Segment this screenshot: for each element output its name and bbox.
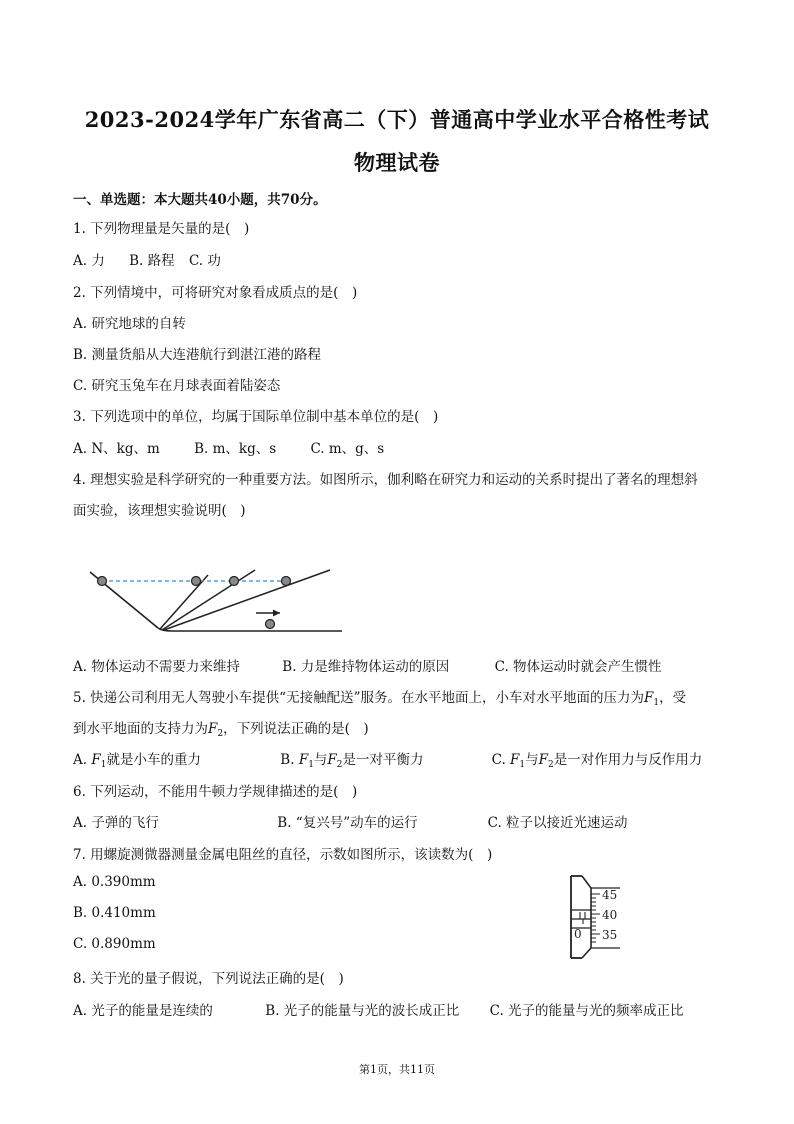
q3-stem: 3. 下列选项中的单位，均属于国际单位制中基本单位的是( ) — [73, 409, 439, 425]
force-subscript: 2 — [548, 760, 554, 770]
force-subscript: 1 — [308, 760, 314, 770]
option-text: 是一对平衡力 — [342, 752, 424, 768]
incline-2 — [162, 570, 255, 630]
thimble-label-35: 35 — [602, 928, 618, 942]
q2-option-c: C. 研究玉兔车在月球表面着陆姿态 — [73, 378, 281, 394]
q1-stem: 1. 下列物理量是矢量的是( ) — [73, 221, 250, 237]
q5-stem-text: 5. 快递公司利用无人驾驶小车提供“无接触配送”服务。在水平地面上，小车对水平地面的压力为 — [73, 690, 644, 706]
q8-option-a: A. 光子的能量是连续的 — [73, 1003, 213, 1019]
q3-option-b: B. m、kg、s — [194, 441, 277, 457]
thimble-label-40: 40 — [602, 908, 618, 922]
q1-option-b: B. 路程 — [129, 253, 175, 269]
q3-options — [73, 437, 384, 457]
q5-stem-line1 — [73, 686, 686, 708]
q5-option-c — [492, 748, 703, 770]
option-text: 就是小车的重力 — [106, 752, 201, 768]
q6-option-a: A. 子弹的飞行 — [73, 815, 159, 831]
q8-options — [73, 999, 684, 1019]
incline-3 — [164, 570, 330, 630]
force-symbol: F — [298, 752, 309, 768]
ball-incline-1 — [192, 577, 201, 586]
force-subscript: 1 — [653, 698, 660, 708]
q3-option-c: C. m、g、s — [310, 441, 385, 457]
option-text: 是一对作用力与反作用力 — [553, 752, 703, 768]
section-heading: 一、单选题：本大题共40小题，共70分。 — [73, 192, 327, 208]
q1-option-a: A. 力 — [73, 253, 105, 269]
force-subscript: 1 — [100, 760, 107, 770]
q6-options — [73, 811, 628, 831]
option-label: A. — [73, 752, 92, 768]
option-label: C. — [491, 752, 511, 768]
force-symbol: F — [327, 752, 337, 768]
force-symbol: F — [538, 752, 549, 768]
q5-stem-line2 — [73, 717, 369, 739]
force-subscript: 2 — [336, 760, 343, 770]
q8-option-b: B. 光子的能量与光的波长成正比 — [265, 1003, 460, 1019]
q5-options — [73, 748, 702, 770]
thimble-ticks — [591, 894, 600, 942]
micrometer-figure — [560, 872, 640, 964]
thimble-label-45: 45 — [602, 888, 618, 902]
q2-stem: 2. 下列情境中，可将研究对象看成质点的是( ) — [73, 285, 358, 301]
incline-1 — [160, 575, 208, 629]
q4-option-b: B. 力是维持物体运动的原因 — [282, 659, 450, 675]
paper-title: 2023-2024学年广东省高二（下）普通高中学业水平合格性考试 — [84, 107, 710, 132]
ball-start — [98, 577, 107, 586]
q7-option-c: C. 0.890mm — [73, 936, 156, 952]
ball-ground — [266, 620, 275, 629]
force-symbol: F — [510, 752, 520, 768]
q6-stem: 6. 下列运动，不能用牛顿力学规律描述的是( ) — [73, 784, 358, 800]
force-subscript: 2 — [217, 729, 224, 739]
q5-stem-text: ，下列说法正确的是( ) — [223, 721, 369, 737]
option-text: 与 — [525, 752, 539, 768]
force-symbol: F — [643, 690, 654, 706]
force-symbol: F — [91, 752, 101, 768]
ball-incline-2 — [230, 577, 239, 586]
q8-stem: 8. 关于光的量子假说，下列说法正确的是( ) — [73, 971, 344, 987]
q8-option-c: C. 光子的能量与光的频率成正比 — [489, 1003, 684, 1019]
ideal-incline-figure — [80, 560, 350, 635]
q4-options — [73, 655, 662, 675]
q4-stem-line1: 4. 理想实验是科学研究的一种重要方法。如图所示，伽利略在研究力和运动的关系时提出了著名的理想斜 — [73, 472, 698, 488]
force-symbol: F — [208, 721, 218, 737]
q6-option-c: C. 粒子以接近光速运动 — [487, 815, 628, 831]
option-label: B. — [280, 752, 299, 768]
q2-option-a: A. 研究地球的自转 — [73, 316, 186, 332]
q7-option-b: B. 0.410mm — [73, 905, 156, 921]
q2-option-b: B. 测量货船从大连港航行到湛江港的路程 — [73, 347, 322, 363]
thimble-outline — [582, 876, 591, 958]
option-text: 与 — [313, 752, 328, 768]
q4-option-c: C. 物体运动时就会产生惯性 — [494, 659, 662, 675]
q1-option-c: C. 功 — [188, 253, 221, 269]
motion-arrow-head — [273, 610, 280, 617]
q4-stem-line2: 面实验，该理想实验说明( ) — [73, 503, 246, 519]
paper-subtitle: 物理试卷 — [354, 150, 440, 175]
q6-option-b: B. “复兴号”动车的运行 — [277, 815, 418, 831]
q4-option-a: A. 物体运动不需要力来维持 — [73, 659, 240, 675]
q3-option-a: A. N、kg、m — [73, 441, 160, 457]
q5-option-a — [73, 748, 276, 770]
q5-option-b — [280, 748, 487, 770]
sleeve-zero-label: 0 — [574, 927, 582, 941]
q1-options — [73, 249, 221, 269]
q5-stem-text: 到水平地面的支持力为 — [73, 721, 208, 737]
page-footer: 第1页，共11页 — [359, 1063, 435, 1076]
force-subscript: 1 — [519, 760, 526, 770]
q7-stem: 7. 用螺旋测微器测量金属电阻丝的直径，示数如图所示，该读数为( ) — [73, 847, 493, 863]
ball-incline-3 — [282, 577, 291, 586]
q5-stem-text: ，受 — [659, 690, 687, 706]
q7-option-a: A. 0.390mm — [73, 874, 156, 890]
